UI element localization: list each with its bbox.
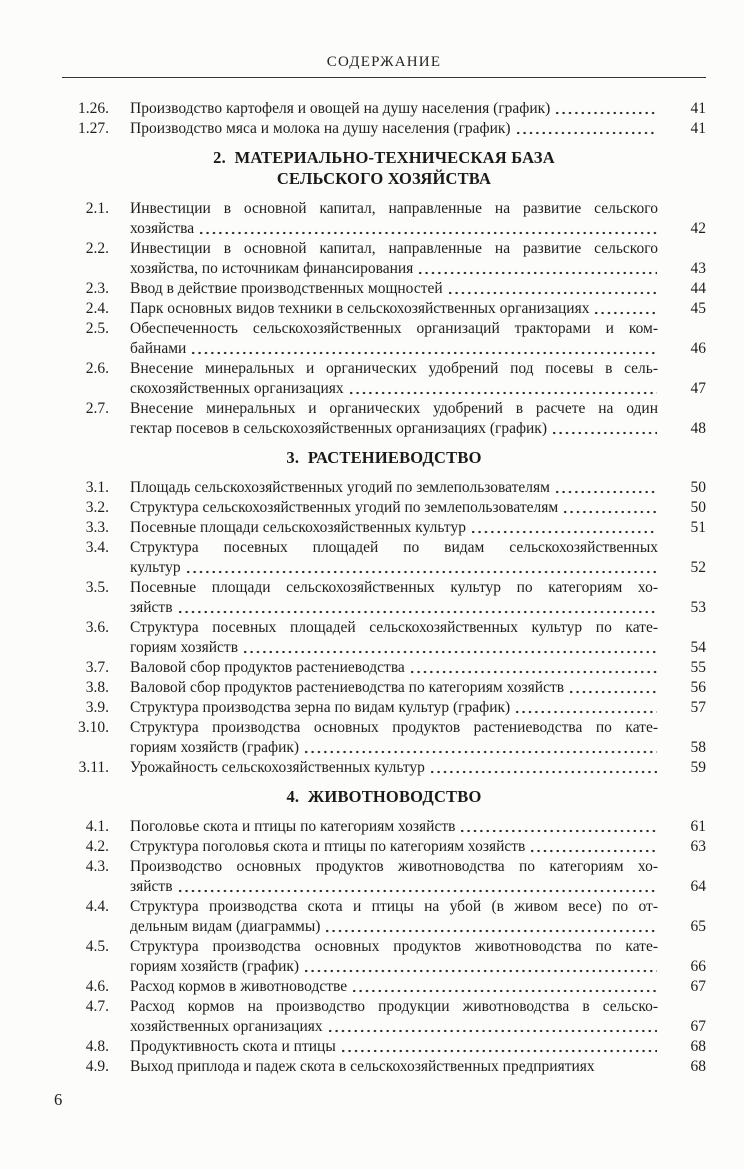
entry-title (130, 199, 658, 239)
toc-entry (62, 498, 706, 518)
entry-title-line (130, 658, 658, 678)
entry-title-text: Валовой сбор продуктов растениеводства по категориям хозяйств (130, 679, 565, 696)
toc-entry (62, 399, 706, 439)
entry-page-number: 43 (690, 260, 706, 277)
entry-title-line: Внесение минеральных и органических удобрений под посевы в сель- (130, 360, 658, 377)
entry-title-text: гектар посевов в сельскохозяйственных организациях (график) (130, 420, 547, 437)
entry-title (130, 977, 658, 997)
entry-title-text: зяйств (130, 878, 173, 895)
dot-leader (552, 99, 657, 119)
entry-number: 3.11. (78, 759, 109, 776)
entry-title-text: дельным видам (диаграммы) (130, 918, 321, 935)
header-rule (62, 77, 706, 78)
entry-number: 4.5. (85, 938, 109, 955)
entry-title (130, 937, 658, 977)
entry-number: 4.1. (85, 818, 109, 835)
entry-title-text: байнами (130, 340, 187, 357)
entry-title-text: Поголовье скота и птицы по категориям хозяйств (130, 818, 456, 835)
entry-number: 3.5. (85, 579, 109, 596)
entry-number: 3.8. (85, 679, 109, 696)
toc-section (62, 447, 706, 778)
entry-title-line (130, 698, 658, 718)
footer-page-number: 6 (54, 1090, 63, 1109)
toc-section (62, 786, 706, 1077)
entry-title-line: Структура посевных площадей по видам сельскохозяйственных (130, 539, 658, 556)
entry-title-line: Структура производства скота и птицы на убой (в живом весе) по от- (130, 898, 658, 915)
entry-title-text: Парк основных видов техники в сельскохозяйственных организациях (130, 300, 590, 317)
toc-section (62, 147, 706, 439)
entry-title-line (130, 119, 658, 139)
entry-title (130, 498, 658, 518)
toc-entry (62, 119, 706, 139)
entry-title (130, 1057, 658, 1077)
toc-entry (62, 937, 706, 977)
entry-title-text: гориям хозяйств (график) (130, 958, 300, 975)
toc-entry (62, 758, 706, 778)
entry-title-text: хозяйства, по источникам финансирования (130, 260, 414, 277)
entry-page-number: 51 (690, 519, 706, 536)
entry-title-line: Структура производства основных продуктов растениеводства по кате- (130, 719, 658, 736)
entry-title (130, 817, 658, 837)
entry-title-line (130, 758, 658, 778)
section-heading (62, 147, 706, 189)
entry-title (130, 1037, 658, 1057)
entry-title-line (130, 977, 658, 997)
entry-title-text: Площадь сельскохозяйственных угодий по землепользователям (130, 479, 550, 496)
dot-leader (240, 638, 657, 658)
dot-leader (560, 498, 657, 518)
toc-entry (62, 977, 706, 997)
entry-title-line: Инвестиции в основной капитал, направленные на развитие сельского (130, 200, 658, 217)
entry-title (130, 758, 658, 778)
dot-leader (175, 598, 657, 618)
entry-page-number: 58 (690, 739, 706, 756)
entry-title (130, 857, 658, 897)
entry-page-number: 59 (690, 759, 706, 776)
entry-title-line (130, 1037, 658, 1057)
entry-page-number: 54 (690, 639, 706, 656)
entry-title-line (130, 299, 658, 319)
entry-title-line (130, 877, 658, 897)
entry-title-text: Структура производства зерна по видам культур (график) (130, 699, 511, 716)
entry-number: 2.1. (85, 200, 109, 217)
entry-number: 3.4. (85, 539, 109, 556)
entry-title (130, 698, 658, 718)
entry-title (130, 299, 658, 319)
entry-number: 2.7. (85, 400, 109, 417)
entry-title-line: Расход кормов на производство продукции животноводства в сельско- (130, 998, 658, 1015)
entry-number: 4.6. (85, 978, 109, 995)
entry-number: 2.2. (85, 240, 109, 257)
entry-title (130, 239, 658, 279)
toc-entry (62, 997, 706, 1037)
entry-title (130, 518, 658, 538)
entry-title-line: Посевные площади сельскохозяйственных культур по категориям хо- (130, 579, 658, 596)
dot-leader (513, 119, 657, 139)
entry-number: 1.26. (78, 100, 109, 117)
toc-entry (62, 299, 706, 319)
entry-title-line (130, 518, 658, 538)
dot-leader (552, 478, 657, 498)
entry-page-number: 65 (690, 918, 706, 935)
entry-page-number: 67 (690, 1018, 706, 1035)
entry-title (130, 99, 658, 119)
entry-title-line: Производство основных продуктов животноводства по категориям хо- (130, 858, 658, 875)
entry-title-line (130, 558, 658, 578)
entry-title-text: Урожайность сельскохозяйственных культур (130, 759, 425, 776)
entry-page-number: 47 (690, 380, 706, 397)
entry-title (130, 618, 658, 658)
entry-title-text: культур (130, 559, 181, 576)
section-entries (62, 99, 706, 139)
entry-title-line (130, 957, 658, 977)
entry-title-text: Продуктивность скота и птицы (130, 1038, 336, 1055)
entry-number: 4.2. (85, 838, 109, 855)
entry-title (130, 837, 658, 857)
page-header (62, 52, 706, 78)
toc-entry (62, 1057, 706, 1077)
toc-entry (62, 618, 706, 658)
toc-entry (62, 817, 706, 837)
section-entries (62, 817, 706, 1077)
entry-title-text: Структура поголовья скота и птицы по категориям хозяйств (130, 838, 526, 855)
entry-page-number: 61 (690, 818, 706, 835)
entry-title-line: Структура производства основных продуктов животноводства по кате- (130, 938, 658, 955)
entry-page-number: 57 (690, 699, 706, 716)
entry-title-line (130, 1057, 658, 1077)
dot-leader (566, 678, 657, 698)
entry-page-number: 48 (690, 420, 706, 437)
entry-title (130, 538, 658, 578)
entry-title (130, 359, 658, 399)
dot-leader (196, 219, 657, 239)
dot-leader (549, 419, 657, 439)
toc-entry (62, 718, 706, 758)
section-heading-line: 2. МАТЕРИАЛЬНО-ТЕХНИЧЕСКАЯ БАЗА (213, 148, 555, 167)
entry-title-line: Внесение минеральных и органических удобрений в расчете на один (130, 400, 658, 417)
dot-leader (188, 339, 657, 359)
entry-page-number: 66 (690, 958, 706, 975)
entry-title (130, 399, 658, 439)
entry-title (130, 658, 658, 678)
dot-leader (445, 279, 657, 299)
entry-number: 2.5. (85, 320, 109, 337)
toc-entry (62, 658, 706, 678)
dot-leader (301, 738, 657, 758)
entry-page-number: 42 (690, 220, 706, 237)
section-heading-line: 4. ЖИВОТНОВОДСТВО (286, 787, 482, 806)
entry-title-text: Выход приплода и падеж скота в сельскохозяйственных предприятиях (130, 1058, 595, 1075)
entry-number: 3.7. (85, 659, 109, 676)
entry-title (130, 678, 658, 698)
toc-entry (62, 279, 706, 299)
dot-leader (346, 379, 657, 399)
entry-page-number: 68 (690, 1058, 706, 1075)
toc-entry (62, 678, 706, 698)
entry-title-line (130, 917, 658, 937)
dot-leader (457, 817, 657, 837)
entry-number: 2.3. (85, 280, 109, 297)
entry-page-number: 46 (690, 340, 706, 357)
entry-number: 4.7. (85, 998, 109, 1015)
section-heading-line: 3. РАСТЕНИЕВОДСТВО (286, 448, 482, 467)
entry-title-text: гориям хозяйств (130, 639, 239, 656)
entry-number: 3.2. (85, 499, 109, 516)
entry-number: 3.1. (85, 479, 109, 496)
entry-title (130, 319, 658, 359)
entry-title (130, 997, 658, 1037)
dot-leader (301, 957, 657, 977)
entry-title-text: Расход кормов в животноводстве (130, 978, 348, 995)
toc-entry (62, 698, 706, 718)
dot-leader (338, 1037, 657, 1057)
entry-page-number: 56 (690, 679, 706, 696)
entry-title (130, 718, 658, 758)
entry-number: 3.9. (85, 699, 109, 716)
section-entries (62, 478, 706, 778)
entry-title-text: хозяйства (130, 220, 195, 237)
section-heading (62, 447, 706, 468)
entry-title-line (130, 219, 658, 239)
toc-entry (62, 359, 706, 399)
entry-title-text: гориям хозяйств (график) (130, 739, 300, 756)
toc-entry (62, 538, 706, 578)
entry-page-number: 41 (690, 100, 706, 117)
dot-leader (512, 698, 657, 718)
entry-title (130, 578, 658, 618)
entry-title-text: хозяйственных организациях (130, 1018, 323, 1035)
entry-title-text: скохозяйственных организациях (130, 380, 344, 397)
dot-leader (322, 917, 657, 937)
entry-number: 4.3. (85, 858, 109, 875)
entry-page-number: 64 (690, 878, 706, 895)
entry-title (130, 478, 658, 498)
entry-title-line: Структура посевных площадей сельскохозяйственных культур по кате- (130, 619, 658, 636)
dot-leader (349, 977, 657, 997)
dot-leader (527, 837, 657, 857)
dot-leader (468, 518, 657, 538)
entry-number: 2.6. (85, 360, 109, 377)
entry-title-line: Обеспеченность сельскохозяйственных организаций тракторами и ком- (130, 320, 658, 337)
entry-title-line (130, 678, 658, 698)
entry-page-number: 53 (690, 599, 706, 616)
entry-title-text: зяйств (130, 599, 173, 616)
entry-page-number: 68 (690, 1038, 706, 1055)
entry-title-line: Инвестиции в основной капитал, направленные на развитие сельского (130, 240, 658, 257)
entry-title-line (130, 379, 658, 399)
entry-title-line (130, 837, 658, 857)
entry-page-number: 52 (690, 559, 706, 576)
entry-title-line (130, 638, 658, 658)
toc-entry (62, 578, 706, 618)
entry-title-line (130, 478, 658, 498)
toc-entry (62, 837, 706, 857)
entry-page-number: 50 (690, 499, 706, 516)
entry-title-line (130, 279, 658, 299)
entry-number: 2.4. (85, 300, 109, 317)
page-title: СОДЕРЖАНИЕ (326, 54, 442, 70)
entry-title (130, 279, 658, 299)
entry-title-text: Посевные площади сельскохозяйственных культур (130, 519, 466, 536)
dot-leader (407, 658, 657, 678)
entry-page-number: 44 (690, 280, 706, 297)
dot-leader (427, 758, 657, 778)
toc-entry (62, 99, 706, 119)
toc-entry (62, 319, 706, 359)
toc-entry (62, 857, 706, 897)
entry-title-line (130, 99, 658, 119)
entry-title-text: Ввод в действие производственных мощностей (130, 280, 443, 297)
dot-leader (591, 299, 657, 319)
toc-entry (62, 897, 706, 937)
entry-title-text: Структура сельскохозяйственных угодий по землепользователям (130, 499, 559, 516)
entry-title-line (130, 259, 658, 279)
entry-page-number: 63 (690, 838, 706, 855)
entry-title-line (130, 1017, 658, 1037)
dot-leader (183, 558, 657, 578)
toc-entry (62, 478, 706, 498)
section-heading (62, 786, 706, 807)
entry-title-text: Валовой сбор продуктов растениеводства (130, 659, 405, 676)
toc-entry (62, 239, 706, 279)
entry-title-line (130, 339, 658, 359)
section-entries (62, 199, 706, 439)
toc-entry (62, 518, 706, 538)
entry-page-number: 45 (690, 300, 706, 317)
dot-leader (415, 259, 657, 279)
entry-page-number: 41 (690, 120, 706, 137)
entry-title-text: Производство мяса и молока на душу населения (график) (130, 120, 511, 137)
dot-leader (175, 877, 657, 897)
entry-title (130, 897, 658, 937)
entry-number: 3.6. (85, 619, 109, 636)
entry-number: 4.8. (85, 1038, 109, 1055)
toc-section (62, 99, 706, 139)
entry-title-line (130, 498, 658, 518)
entry-page-number: 67 (690, 978, 706, 995)
entry-title-line (130, 419, 658, 439)
entry-number: 4.4. (85, 898, 109, 915)
toc-entry (62, 1037, 706, 1057)
entry-title-line (130, 598, 658, 618)
entry-number: 4.9. (85, 1058, 109, 1075)
entry-number: 3.10. (78, 719, 109, 736)
entry-page-number: 50 (690, 479, 706, 496)
entry-page-number: 55 (690, 659, 706, 676)
entry-title-line (130, 738, 658, 758)
entry-title-text: Производство картофеля и овощей на душу населения (график) (130, 100, 551, 117)
entry-title-line (130, 817, 658, 837)
table-of-contents (62, 99, 706, 1077)
section-heading-line: СЕЛЬСКОГО ХОЗЯЙСТВА (276, 169, 492, 188)
toc-entry (62, 199, 706, 239)
entry-title (130, 119, 658, 139)
entry-number: 3.3. (85, 519, 109, 536)
entry-number: 1.27. (78, 120, 109, 137)
dot-leader (325, 1017, 657, 1037)
